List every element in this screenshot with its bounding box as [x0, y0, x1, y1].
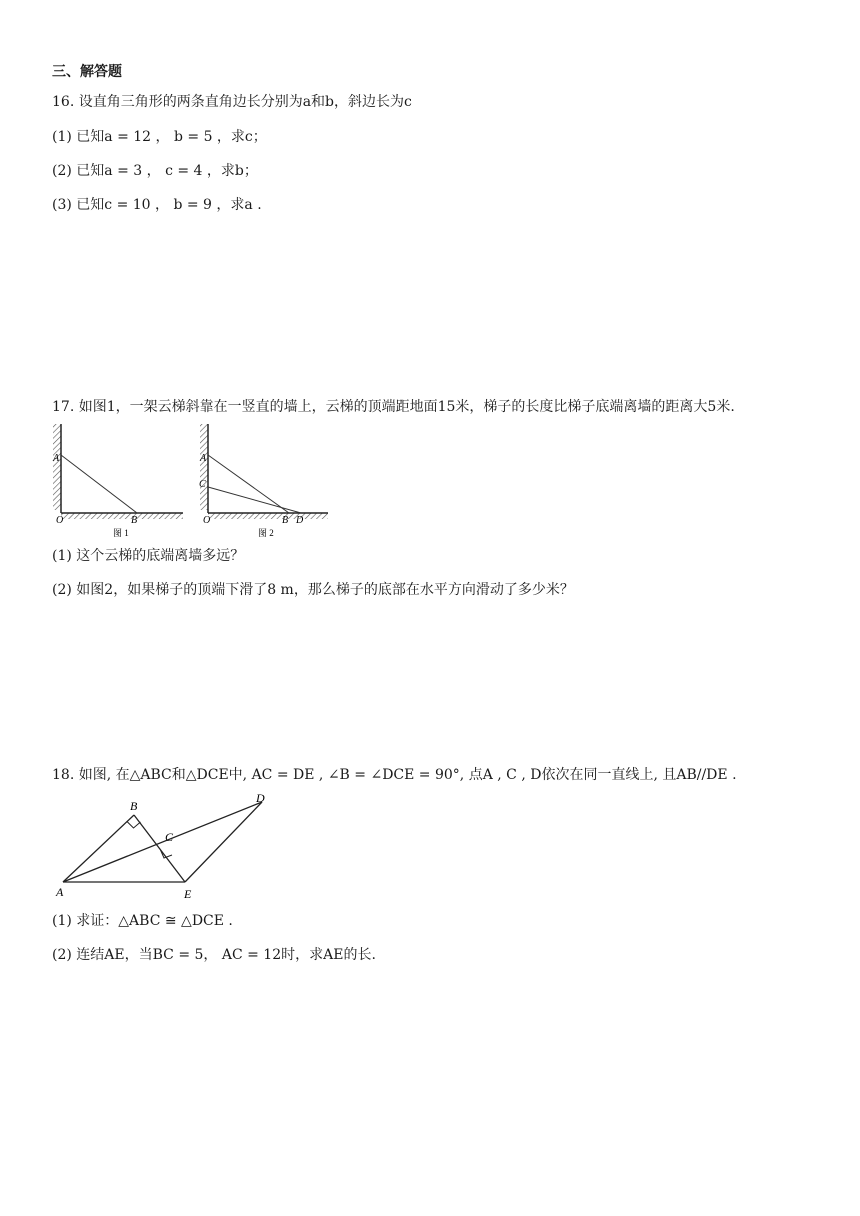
label-A: A: [53, 453, 60, 464]
label-D: D: [296, 515, 304, 526]
q16-part2: (2) 已知a = 3 ， c = 4 ，求b；: [52, 163, 258, 179]
ground-hatch: [208, 513, 328, 519]
right-angle-B: [127, 822, 141, 829]
fig1-caption: 图 1: [113, 528, 129, 538]
q17-part2: (2) 如图2，如果梯子的顶端下滑了8 m，那么梯子的底部在水平方向滑动了多少米？: [52, 582, 574, 598]
q18-figure: [52, 790, 282, 905]
ladder-original-line: [208, 455, 289, 513]
q16-stem: 16. 设直角三角形的两条直角边长分别为a和b，斜边长为c: [52, 94, 412, 110]
ladder-line: [61, 455, 137, 513]
q17-part1: (1) 这个云梯的底端离墙多远？: [52, 548, 245, 564]
ground-hatch: [61, 513, 183, 519]
label-O: O: [203, 515, 211, 526]
q17-stem: 17. 如图1，一架云梯斜靠在一竖直的墙上，云梯的顶端距地面15米，梯子的长度比梯子底端离墙的距离大5米.: [52, 399, 735, 415]
q18-part2: (2) 连结AE，当BC = 5， AC = 12时，求AE的长.: [52, 947, 376, 963]
label-B: B: [282, 515, 289, 526]
label-E: E: [184, 887, 192, 901]
label-C: C: [165, 830, 174, 844]
q18-part1: (1) 求证：△ABC ≅ △DCE .: [52, 913, 233, 929]
label-O: O: [56, 515, 64, 526]
section-title: 三、解答题: [52, 64, 122, 80]
ladder-slid-line: [208, 487, 301, 513]
segment-AD: [63, 802, 262, 882]
segment-DE: [185, 802, 262, 882]
q16-part1: (1) 已知a = 12 ， b = 5 ，求c；: [52, 129, 267, 145]
label-B: B: [131, 515, 138, 526]
wall-hatch: [200, 424, 208, 510]
segment-BE: [134, 815, 185, 882]
fig2-caption: 图 2: [258, 528, 274, 538]
label-B: B: [130, 799, 138, 813]
label-A: A: [56, 885, 64, 899]
q17-figure-1: [50, 424, 185, 540]
label-C: C: [199, 479, 206, 490]
q16-part3: (3) 已知c = 10 ， b = 9 ，求a .: [52, 197, 262, 213]
wall-hatch: [53, 424, 61, 510]
q17-figure-2: [196, 424, 331, 540]
q18-stem: 18. 如图, 在△ABC和△DCE中, AC = DE , ∠B = ∠DCE = 90°, 点A , C , D依次在同一直线上, 且AB//DE .: [52, 767, 737, 783]
label-D: D: [256, 791, 265, 805]
label-A: A: [200, 453, 207, 464]
segment-AB: [63, 815, 134, 882]
